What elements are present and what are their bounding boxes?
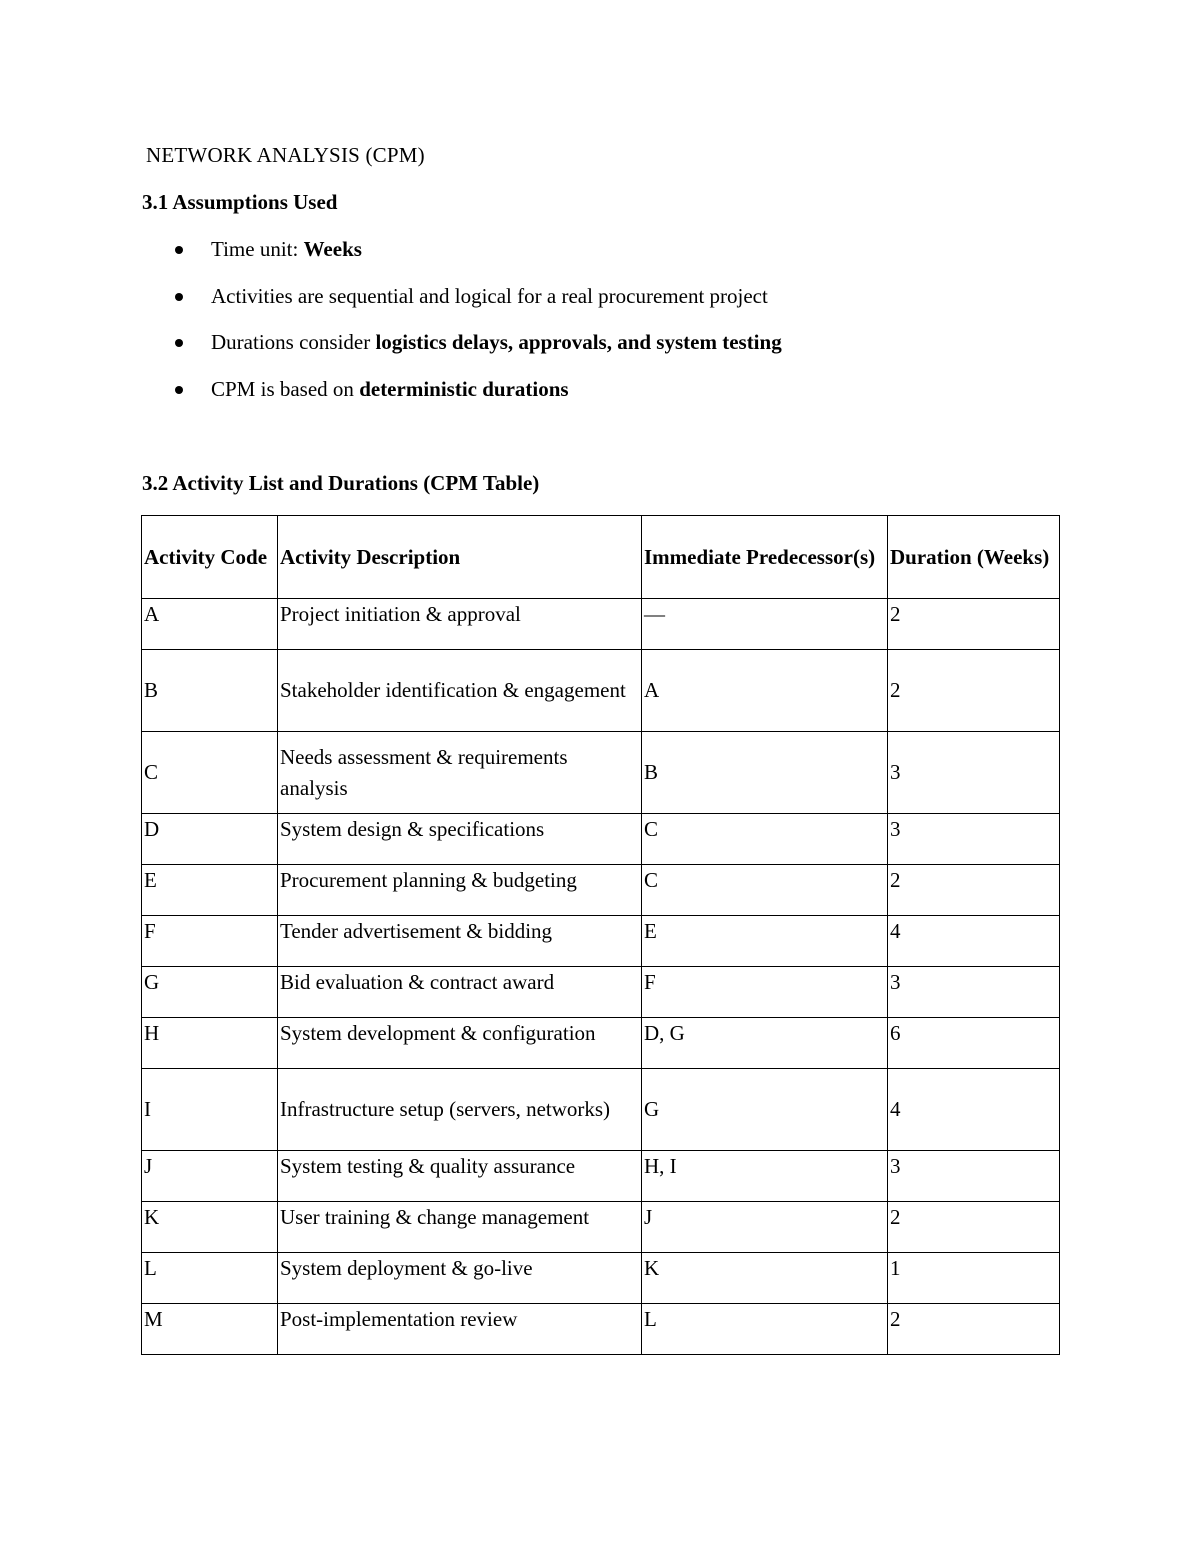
cell-predecessors: E (642, 916, 888, 967)
table-row (142, 1151, 1060, 1202)
list-item (142, 326, 782, 373)
bullet-icon (175, 386, 183, 394)
cell-activity-description: User training & change management (278, 1202, 642, 1253)
list-item (142, 373, 782, 420)
cell-duration: 3 (888, 732, 1060, 814)
cell-predecessors: K (642, 1253, 888, 1304)
cell-predecessors: D, G (642, 1018, 888, 1069)
cell-predecessors: C (642, 814, 888, 865)
cell-predecessors: L (642, 1304, 888, 1355)
cell-activity-description: System design & specifications (278, 814, 642, 865)
table-row (142, 967, 1060, 1018)
cell-duration: 4 (888, 1069, 1060, 1151)
cell-predecessors: F (642, 967, 888, 1018)
cell-activity-description: Procurement planning & budgeting (278, 865, 642, 916)
bullet-bold-text: deterministic durations (359, 376, 569, 401)
cell-activity-code: F (142, 916, 278, 967)
cell-predecessors: B (642, 732, 888, 814)
cell-predecessors: H, I (642, 1151, 888, 1202)
cell-activity-description: Project initiation & approval (278, 599, 642, 650)
bullet-bold-text: Weeks (303, 237, 362, 261)
table-row (142, 916, 1060, 967)
cell-duration: 3 (888, 967, 1060, 1018)
cell-activity-code: K (142, 1202, 278, 1253)
list-item (142, 280, 782, 327)
cell-duration: 3 (888, 1151, 1060, 1202)
cell-activity-code: C (142, 732, 278, 814)
cell-duration: 3 (888, 814, 1060, 865)
table-row (142, 865, 1060, 916)
cell-duration: 6 (888, 1018, 1060, 1069)
header-immediate-predecessors: Immediate Predecessor(s) (642, 516, 888, 599)
cell-activity-code: I (142, 1069, 278, 1151)
cell-duration: 2 (888, 1304, 1060, 1355)
cpm-table-body (142, 599, 1060, 1355)
cell-activity-code: E (142, 865, 278, 916)
cell-activity-description: System deployment & go-live (278, 1253, 642, 1304)
cell-duration: 2 (888, 650, 1060, 732)
cell-duration: 2 (888, 599, 1060, 650)
list-item (142, 233, 782, 280)
cell-activity-code: M (142, 1304, 278, 1355)
header-duration: Duration (Weeks) (888, 516, 1060, 599)
bullet-text: Durations consider (211, 330, 376, 354)
cell-activity-description: System testing & quality assurance (278, 1151, 642, 1202)
cell-activity-code: B (142, 650, 278, 732)
table-row (142, 599, 1060, 650)
cell-activity-description: Needs assessment & requirements analysis (278, 732, 642, 814)
cell-duration: 2 (888, 1202, 1060, 1253)
table-row (142, 1069, 1060, 1151)
table-row (142, 1202, 1060, 1253)
table-row (142, 650, 1060, 732)
cell-activity-code: H (142, 1018, 278, 1069)
cell-activity-description: Bid evaluation & contract award (278, 967, 642, 1018)
cell-activity-code: L (142, 1253, 278, 1304)
cell-duration: 1 (888, 1253, 1060, 1304)
assumptions-list (142, 233, 782, 419)
cell-duration: 2 (888, 865, 1060, 916)
cell-activity-description: Stakeholder identification & engagement (278, 650, 642, 732)
table-row (142, 1304, 1060, 1355)
table-row (142, 1018, 1060, 1069)
bullet-text: Time unit: (211, 237, 304, 261)
bullet-icon (175, 339, 183, 347)
bullet-icon (175, 246, 183, 254)
cell-duration: 4 (888, 916, 1060, 967)
table-row (142, 732, 1060, 814)
header-activity-description: Activity Description (278, 516, 642, 599)
cell-activity-code: D (142, 814, 278, 865)
cell-activity-code: A (142, 599, 278, 650)
cell-activity-description: Tender advertisement & bidding (278, 916, 642, 967)
cell-predecessors: J (642, 1202, 888, 1253)
bullet-text: CPM is based on (211, 376, 360, 401)
cell-activity-code: J (142, 1151, 278, 1202)
table-row (142, 1253, 1060, 1304)
table-row (142, 814, 1060, 865)
cell-activity-description: Post-implementation review (278, 1304, 642, 1355)
cell-predecessors: A (642, 650, 888, 732)
cell-predecessors: C (642, 865, 888, 916)
section-heading-assumptions: 3.1 Assumptions Used (142, 190, 338, 214)
cell-predecessors: G (642, 1069, 888, 1151)
table-header-row (142, 516, 1060, 599)
bullet-text: Activities are sequential and logical for a real procurement project (211, 283, 768, 308)
section-heading-activity-list: 3.2 Activity List and Durations (CPM Table) (142, 471, 540, 495)
cell-activity-description: System development & configuration (278, 1018, 642, 1069)
bullet-bold-text: logistics delays, approvals, and system testing (375, 330, 782, 354)
cpm-table (141, 515, 1060, 1355)
document-title: NETWORK ANALYSIS (CPM) (146, 143, 425, 167)
header-activity-code: Activity Code (142, 516, 278, 599)
cell-activity-code: G (142, 967, 278, 1018)
bullet-icon (175, 293, 183, 301)
cell-predecessors: — (642, 599, 888, 650)
cell-activity-description: Infrastructure setup (servers, networks) (278, 1069, 642, 1151)
